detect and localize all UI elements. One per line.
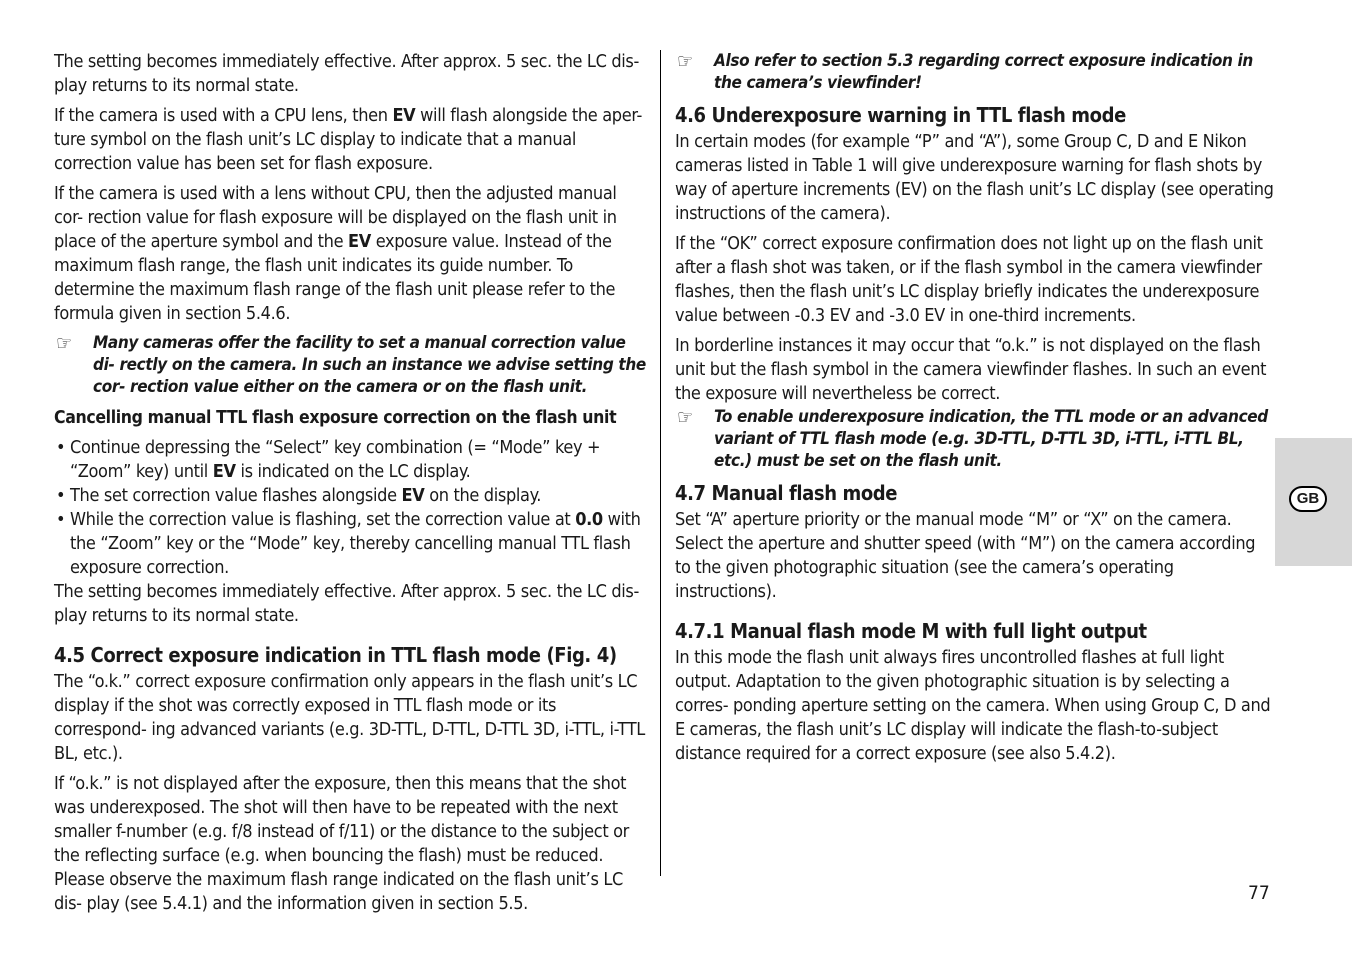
right-column (675, 50, 1275, 772)
paragraph: If the “OK” correct exposure confirmation does not light up on the flash unit after a flash shot was taken, or if the flash symbol in the camera viewfinder flashes, then the flash unit’s LC display briefly indicates the underexposure value between -0.3 EV and -3.0 EV in one-third increments. (675, 233, 1263, 326)
note (54, 332, 650, 398)
pointing-hand-icon: ☞ (56, 331, 72, 355)
note-text: Also refer to section 5.3 regarding correct exposure indication in the camera’s viewfinder! (714, 51, 1253, 93)
value-label: 0.0 (575, 509, 603, 530)
section-heading: 4.7.1 Manual flash mode M with full light output (675, 619, 1147, 643)
left-column (54, 50, 650, 922)
note-text: Many cameras offer the facility to set a manual correction value di- rectly on the camera. In such an instance we advise setting the cor- rection value either on the camera or on the flash unit. (93, 333, 646, 397)
text: with the “Zoom” key or the “Mode” key, thereby cancelling manual TTL flash exposure correction. (70, 509, 641, 578)
text: The set correction value flashes alongside (70, 485, 402, 506)
text: While the correction value is flashing, set the correction value at (70, 509, 576, 530)
list-item (54, 508, 650, 580)
note (675, 50, 1275, 94)
text: will flash alongside the aper- ture symbol on the flash unit’s LC display to indicate that a manual correction value has been set for flash exposure. (54, 105, 642, 174)
paragraph: The “o.k.” correct exposure confirmation only appears in the flash unit’s LC display if the shot was correctly exposed in TTL flash mode or its correspond- ing advanced variants (e.g. 3D-TTL, D-TTL, D-TTL 3D, i-TTL, i-TTL BL, etc.). (54, 671, 645, 764)
paragraph: Set “A” aperture priority or the manual mode “M” or “X” on the camera. Select the aperture and shutter speed (with “M”) on the camera according to the given photographic situation (see the camera’s operating instructions). (675, 509, 1256, 602)
pointing-hand-icon: ☞ (677, 405, 693, 429)
text: Continue depressing the “Select” key combination (= “Mode” key + “Zoom” key) until (70, 437, 601, 482)
subheading: Cancelling manual TTL flash exposure correction on the flash unit (54, 408, 617, 428)
note (675, 406, 1275, 472)
list-item (54, 484, 650, 508)
paragraph: In this mode the flash unit always fires uncontrolled flashes at full light output. Adaptation to the given photographic situation is by selecting a corres- ponding aperture setting on the camera. When using Group C, D and E cameras, the flash unit’s LC display will indicate the flash-to-subject distance required for a correct exposure (see also 5.4.2). (675, 647, 1271, 764)
bullet-list (54, 436, 650, 580)
paragraph: If “o.k.” is not displayed after the exposure, then this means that the shot was underexposed. The shot will then have to be repeated with the next smaller f-number (e.g. f/8 instead of f/11) or the distance to the subject or the reflecting surface (e.g. when bouncing the flash) must be reduced. Please observe the maximum flash range indicated on the flash unit’s LC dis- play (see 5.4.1) and the information given in section 5.5. (54, 773, 629, 914)
paragraph (54, 104, 650, 176)
section-heading: 4.6 Underexposure warning in TTL flash mode (675, 103, 1126, 127)
list-item (54, 436, 650, 484)
ev-label: EV (392, 105, 416, 126)
paragraph (54, 182, 650, 326)
text: on the display. (424, 485, 542, 506)
paragraph: The setting becomes immediately effective. After approx. 5 sec. the LC dis- play returns to its normal state. (54, 51, 640, 96)
page-number: 77 (1248, 882, 1270, 904)
paragraph: In certain modes (for example “P” and “A”), some Group C, D and E Nikon cameras listed in Table 1 will give underexposure warning for flash shots by way of aperture increments (EV) on the flash unit’s LC display (see operating instructions of the camera). (675, 131, 1274, 224)
text: If the camera is used with a lens without CPU, then the adjusted manual cor- rection value for flash exposure will be displayed on the flash unit in place of the aperture symbol and the (54, 183, 617, 252)
text: exposure value. Instead of the maximum flash range, the flash unit indicates its guide number. To determine the maximum flash range of the flash unit please refer to the formula given in section 5.4.6. (54, 231, 616, 324)
ev-label: EV (348, 231, 371, 252)
text: is indicated on the LC display. (235, 461, 471, 482)
language-tab (1275, 438, 1352, 566)
text: If the camera is used with a CPU lens, then (54, 105, 393, 126)
ev-label: EV (401, 485, 425, 506)
paragraph: In borderline instances it may occur that “o.k.” is not displayed on the flash unit but the flash symbol in the camera viewfinder flashes. In such an event the exposure will nevertheless be correct. (675, 335, 1267, 404)
ev-label: EV (212, 461, 236, 482)
language-badge: GB (1289, 486, 1327, 512)
note-text: To enable underexposure indication, the TTL mode or an advanced variant of TTL flash mode (e.g. 3D-TTL, D-TTL 3D, i-TTL, i-TTL BL, etc.) must be set on the flash unit. (714, 407, 1268, 471)
paragraph: The setting becomes immediately effective. After approx. 5 sec. the LC dis- play returns to its normal state. (54, 581, 640, 626)
section-heading: 4.5 Correct exposure indication in TTL flash mode (Fig. 4) (54, 643, 617, 667)
column-divider (660, 50, 661, 876)
section-heading: 4.7 Manual flash mode (675, 481, 898, 505)
pointing-hand-icon: ☞ (677, 49, 693, 73)
